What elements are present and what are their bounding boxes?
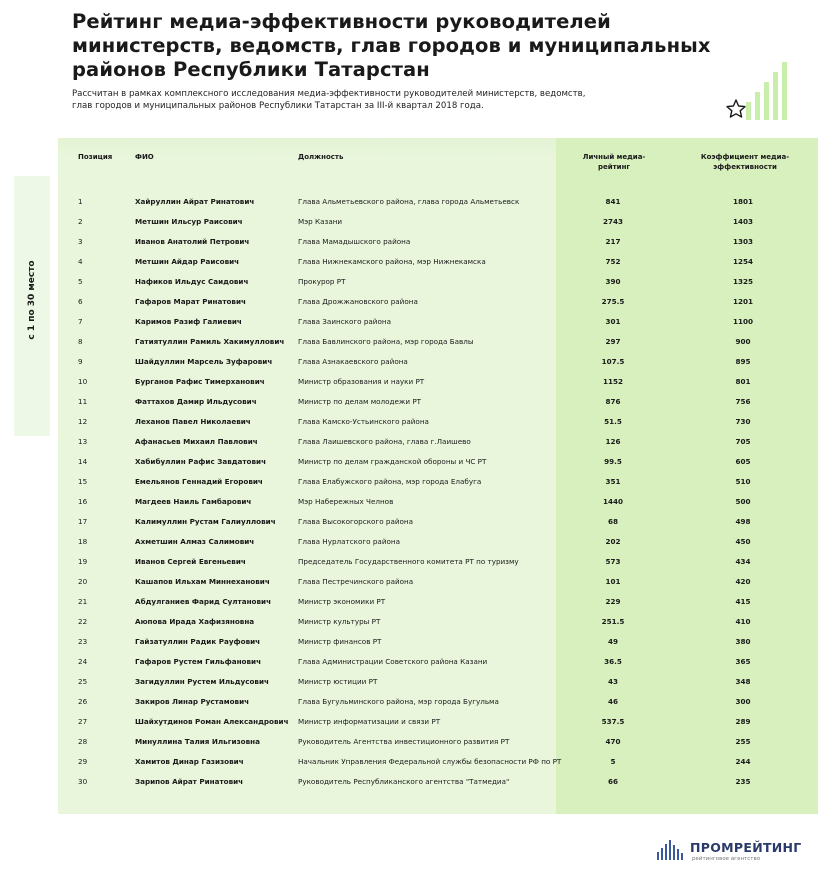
row-role: Глава Альметьевского района, глава города Альметьевск xyxy=(298,197,520,206)
row-name: Бурганов Рафис Тимерханович xyxy=(135,377,265,386)
row-coef: 289 xyxy=(735,717,751,726)
row-role: Прокурор РТ xyxy=(298,277,346,286)
row-coef: 500 xyxy=(735,497,751,506)
row-coef: 498 xyxy=(735,517,751,526)
row-position: 25 xyxy=(78,677,88,686)
row-position: 26 xyxy=(78,697,88,706)
row-name: Гайзатуллин Радик Рауфович xyxy=(135,637,261,646)
row-position: 22 xyxy=(78,617,88,626)
table-row xyxy=(0,636,835,656)
table-row xyxy=(0,596,835,616)
row-rating: 573 xyxy=(605,557,621,566)
row-position: 20 xyxy=(78,577,88,586)
row-name: Иванов Сергей Евгеньевич xyxy=(135,557,246,566)
row-coef: 365 xyxy=(735,657,751,666)
row-coef: 1325 xyxy=(732,277,753,286)
row-rating: 251.5 xyxy=(601,617,625,626)
row-name: Хабибуллин Рафис Завдатович xyxy=(135,457,267,466)
row-name: Закиров Линар Рустамович xyxy=(135,697,250,706)
row-name: Магдеев Наиль Гамбарович xyxy=(135,497,252,506)
row-position: 7 xyxy=(78,317,83,326)
row-name: Абдулганиев Фарид Султанович xyxy=(135,597,271,606)
table-row xyxy=(0,756,835,776)
row-coef: 434 xyxy=(735,557,751,566)
row-role: Министр культуры РТ xyxy=(298,617,381,626)
table-row xyxy=(0,476,835,496)
row-name: Гафаров Рустем Гильфанович xyxy=(135,657,262,666)
row-role: Руководитель Агентства инвестиционного развития РТ xyxy=(298,737,510,746)
header-role: Должность xyxy=(298,153,344,161)
row-position: 12 xyxy=(78,417,88,426)
row-rating: 876 xyxy=(605,397,621,406)
row-coef: 255 xyxy=(735,737,751,746)
row-coef: 1100 xyxy=(732,317,753,326)
row-coef: 415 xyxy=(735,597,751,606)
row-name: Загидуллин Рустем Ильдусович xyxy=(135,677,269,686)
row-position: 6 xyxy=(78,297,83,306)
row-name: Леханов Павел Николаевич xyxy=(135,417,251,426)
row-coef: 380 xyxy=(735,637,751,646)
row-position: 17 xyxy=(78,517,88,526)
row-coef: 1403 xyxy=(732,217,753,226)
row-name: Афанасьев Михаил Павлович xyxy=(135,437,258,446)
header-name: ФИО xyxy=(135,153,154,161)
side-range-label: с 1 по 30 место xyxy=(27,260,37,340)
row-coef: 1303 xyxy=(732,237,753,246)
page-title: Рейтинг медиа-эффективности руководителей министерств, ведомств, глав городов и муниципальных районов Республики Татарстан xyxy=(72,10,711,81)
row-role: Глава Заинского района xyxy=(298,317,391,326)
row-role: Глава Мамадышского района xyxy=(298,237,411,246)
row-coef: 705 xyxy=(735,437,751,446)
row-coef: 730 xyxy=(735,417,751,426)
row-position: 16 xyxy=(78,497,88,506)
promrating-logo xyxy=(656,836,802,866)
row-role: Глава Высокогорского района xyxy=(298,517,414,526)
row-coef: 801 xyxy=(735,377,751,386)
table-row xyxy=(0,656,835,676)
table-row xyxy=(0,336,835,356)
table-row xyxy=(0,776,835,796)
row-rating: 470 xyxy=(605,737,621,746)
row-role: Глава Лаишевского района, глава г.Лаишево xyxy=(298,437,471,446)
row-rating: 68 xyxy=(607,517,618,526)
row-position: 13 xyxy=(78,437,88,446)
row-role: Министр по делам гражданской обороны и ЧС РТ xyxy=(298,457,487,466)
row-name: Кашапов Ильхам Миннехан​ович xyxy=(135,577,270,586)
row-position: 29 xyxy=(78,757,88,766)
table-row xyxy=(0,716,835,736)
row-role: Глава Камско-Устьинского района xyxy=(298,417,429,426)
row-rating: 752 xyxy=(605,257,621,266)
logo-subtext: рейтинговое агентство xyxy=(692,856,761,862)
row-name: Калимуллин Рустам Галиуллович xyxy=(135,517,276,526)
table-row xyxy=(0,256,835,276)
row-role: Министр информатизации и связи РТ xyxy=(298,717,441,726)
table-row xyxy=(0,576,835,596)
table-row xyxy=(0,556,835,576)
table-row xyxy=(0,396,835,416)
row-role: Руководитель Республиканского агентства "Татмедиа" xyxy=(298,777,510,786)
row-role: Глава Азнакаевского района xyxy=(298,357,408,366)
table-row xyxy=(0,456,835,476)
row-position: 15 xyxy=(78,477,88,486)
row-rating: 841 xyxy=(605,197,621,206)
row-position: 23 xyxy=(78,637,88,646)
row-rating: 49 xyxy=(607,637,618,646)
table-row xyxy=(0,276,835,296)
row-rating: 43 xyxy=(607,677,618,686)
row-role: Глава Бугульминского района, мэр города Бугульма xyxy=(298,697,499,706)
table-row xyxy=(0,376,835,396)
row-position: 8 xyxy=(78,337,83,346)
row-rating: 301 xyxy=(605,317,621,326)
row-position: 4 xyxy=(78,257,83,266)
table-row xyxy=(0,676,835,696)
row-coef: 420 xyxy=(735,577,751,586)
row-rating: 297 xyxy=(605,337,621,346)
row-role: Глава Дрожжановского района xyxy=(298,297,418,306)
row-role: Министр юстиции РТ xyxy=(298,677,378,686)
table-row xyxy=(0,416,835,436)
row-role: Мэр Казани xyxy=(298,217,343,226)
row-rating: 229 xyxy=(605,597,621,606)
row-rating: 101 xyxy=(605,577,621,586)
row-role: Председатель Государственного комитета РТ по туризму xyxy=(298,557,519,566)
row-position: 11 xyxy=(78,397,88,406)
logo-bars-icon xyxy=(656,838,686,860)
row-role: Начальник Управления Федеральной службы безопасности РФ по РТ xyxy=(298,757,562,766)
row-position: 18 xyxy=(78,537,88,546)
row-role: Министр финансов РТ xyxy=(298,637,382,646)
row-rating: 107.5 xyxy=(601,357,625,366)
table-row xyxy=(0,736,835,756)
row-position: 14 xyxy=(78,457,88,466)
row-role: Министр по делам молодежи РТ xyxy=(298,397,422,406)
row-name: Гатиятуллин Рамиль Хакимуллович xyxy=(135,337,285,346)
row-coef: 348 xyxy=(735,677,751,686)
row-coef: 1201 xyxy=(732,297,753,306)
row-position: 30 xyxy=(78,777,88,786)
row-name: Емельянов Геннадий Егорович xyxy=(135,477,263,486)
row-position: 1 xyxy=(78,197,83,206)
table-row xyxy=(0,436,835,456)
row-position: 24 xyxy=(78,657,88,666)
row-rating: 36.5 xyxy=(604,657,622,666)
row-coef: 510 xyxy=(735,477,751,486)
row-rating: 1440 xyxy=(602,497,623,506)
row-role: Глава Пестречинского района xyxy=(298,577,414,586)
row-coef: 756 xyxy=(735,397,751,406)
row-rating: 275.5 xyxy=(601,297,625,306)
row-coef: 300 xyxy=(735,697,751,706)
row-name: Гафаров Марат Ринатович xyxy=(135,297,246,306)
table-row xyxy=(0,236,835,256)
row-name: Каримов Разиф Галиевич xyxy=(135,317,242,326)
row-role: Глава Бавлинского района, мэр города Бавлы xyxy=(298,337,474,346)
header-position: Позиция xyxy=(78,153,113,161)
row-rating: 351 xyxy=(605,477,621,486)
row-coef: 895 xyxy=(735,357,751,366)
row-name: Метшин Ильсур Раисович xyxy=(135,217,243,226)
table-row xyxy=(0,296,835,316)
row-role: Мэр Набережных Челнов xyxy=(298,497,394,506)
row-name: Шайдуллин Марсель Зуфарович xyxy=(135,357,273,366)
row-name: Ахметшин Алмаз Салимович xyxy=(135,537,255,546)
row-role: Глава Нурлатского района xyxy=(298,537,401,546)
row-position: 21 xyxy=(78,597,88,606)
row-name: Зарипов Айрат Ринатович xyxy=(135,777,244,786)
row-role: Глава Нижнекамского района, мэр Нижнекамска xyxy=(298,257,486,266)
row-name: Фаттахов Дамир Ильдусович xyxy=(135,397,257,406)
row-position: 9 xyxy=(78,357,83,366)
row-position: 28 xyxy=(78,737,88,746)
row-rating: 126 xyxy=(605,437,621,446)
row-rating: 1152 xyxy=(602,377,623,386)
row-rating: 66 xyxy=(607,777,618,786)
table-row xyxy=(0,696,835,716)
row-name: Иванов Анатолий Петрович xyxy=(135,237,250,246)
row-rating: 46 xyxy=(607,697,618,706)
page-subtitle: Рассчитан в рамках комплексного исследования медиа-эффективности руководителей министерств, ведомств, глав городов и муниципальных районов Республики Татарстан за III-й квартал 2018 года. xyxy=(72,89,586,111)
row-name: Нафиков Ильдус Саидович xyxy=(135,277,249,286)
table-row xyxy=(0,616,835,636)
header-rating: Личный медиа-рейтинг xyxy=(582,153,646,171)
row-rating: 217 xyxy=(605,237,621,246)
row-name: Минуллина Талия Ильгизовна xyxy=(135,737,260,746)
row-role: Министр образования и науки РТ xyxy=(298,377,425,386)
row-position: 27 xyxy=(78,717,88,726)
table-row xyxy=(0,516,835,536)
row-coef: 1254 xyxy=(732,257,753,266)
row-rating: 202 xyxy=(605,537,621,546)
row-position: 3 xyxy=(78,237,83,246)
row-rating: 5 xyxy=(610,757,616,766)
logo-text: ПРОМРЕЙТИНГ xyxy=(690,840,802,855)
row-coef: 900 xyxy=(735,337,751,346)
row-name: Аюпова Ирада Хафизяновна xyxy=(135,617,255,626)
row-coef: 450 xyxy=(735,537,751,546)
table-row xyxy=(0,216,835,236)
row-coef: 235 xyxy=(735,777,751,786)
row-role: Глава Елабужского района, мэр города Елабуга xyxy=(298,477,482,486)
row-position: 2 xyxy=(78,217,83,226)
row-position: 5 xyxy=(78,277,83,286)
row-position: 19 xyxy=(78,557,88,566)
table-row xyxy=(0,536,835,556)
table-row xyxy=(0,356,835,376)
growth-bars-icon xyxy=(724,56,794,126)
header-coef: Коэффициент медиа-эффективности xyxy=(700,153,790,171)
table-row xyxy=(0,496,835,516)
row-coef: 244 xyxy=(735,757,751,766)
row-position: 10 xyxy=(78,377,88,386)
row-name: Метшин Айдар Раисович xyxy=(135,257,240,266)
star-icon xyxy=(727,100,745,117)
row-coef: 605 xyxy=(735,457,751,466)
row-rating: 99.5 xyxy=(604,457,622,466)
row-rating: 390 xyxy=(605,277,621,286)
row-role: Министр экономики РТ xyxy=(298,597,386,606)
row-coef: 1801 xyxy=(732,197,753,206)
row-rating: 2743 xyxy=(602,217,623,226)
table-row xyxy=(0,196,835,216)
row-coef: 410 xyxy=(735,617,751,626)
row-name: Шайхутдинов Роман Александрович xyxy=(135,717,289,726)
table-row xyxy=(0,316,835,336)
row-name: Хайруллин Айрат Ринатович xyxy=(135,197,255,206)
row-rating: 537.5 xyxy=(601,717,625,726)
row-role: Глава Администрации Советского района Казани xyxy=(298,657,488,666)
row-name: Хамитов Динар Газизович xyxy=(135,757,244,766)
row-rating: 51.5 xyxy=(604,417,622,426)
